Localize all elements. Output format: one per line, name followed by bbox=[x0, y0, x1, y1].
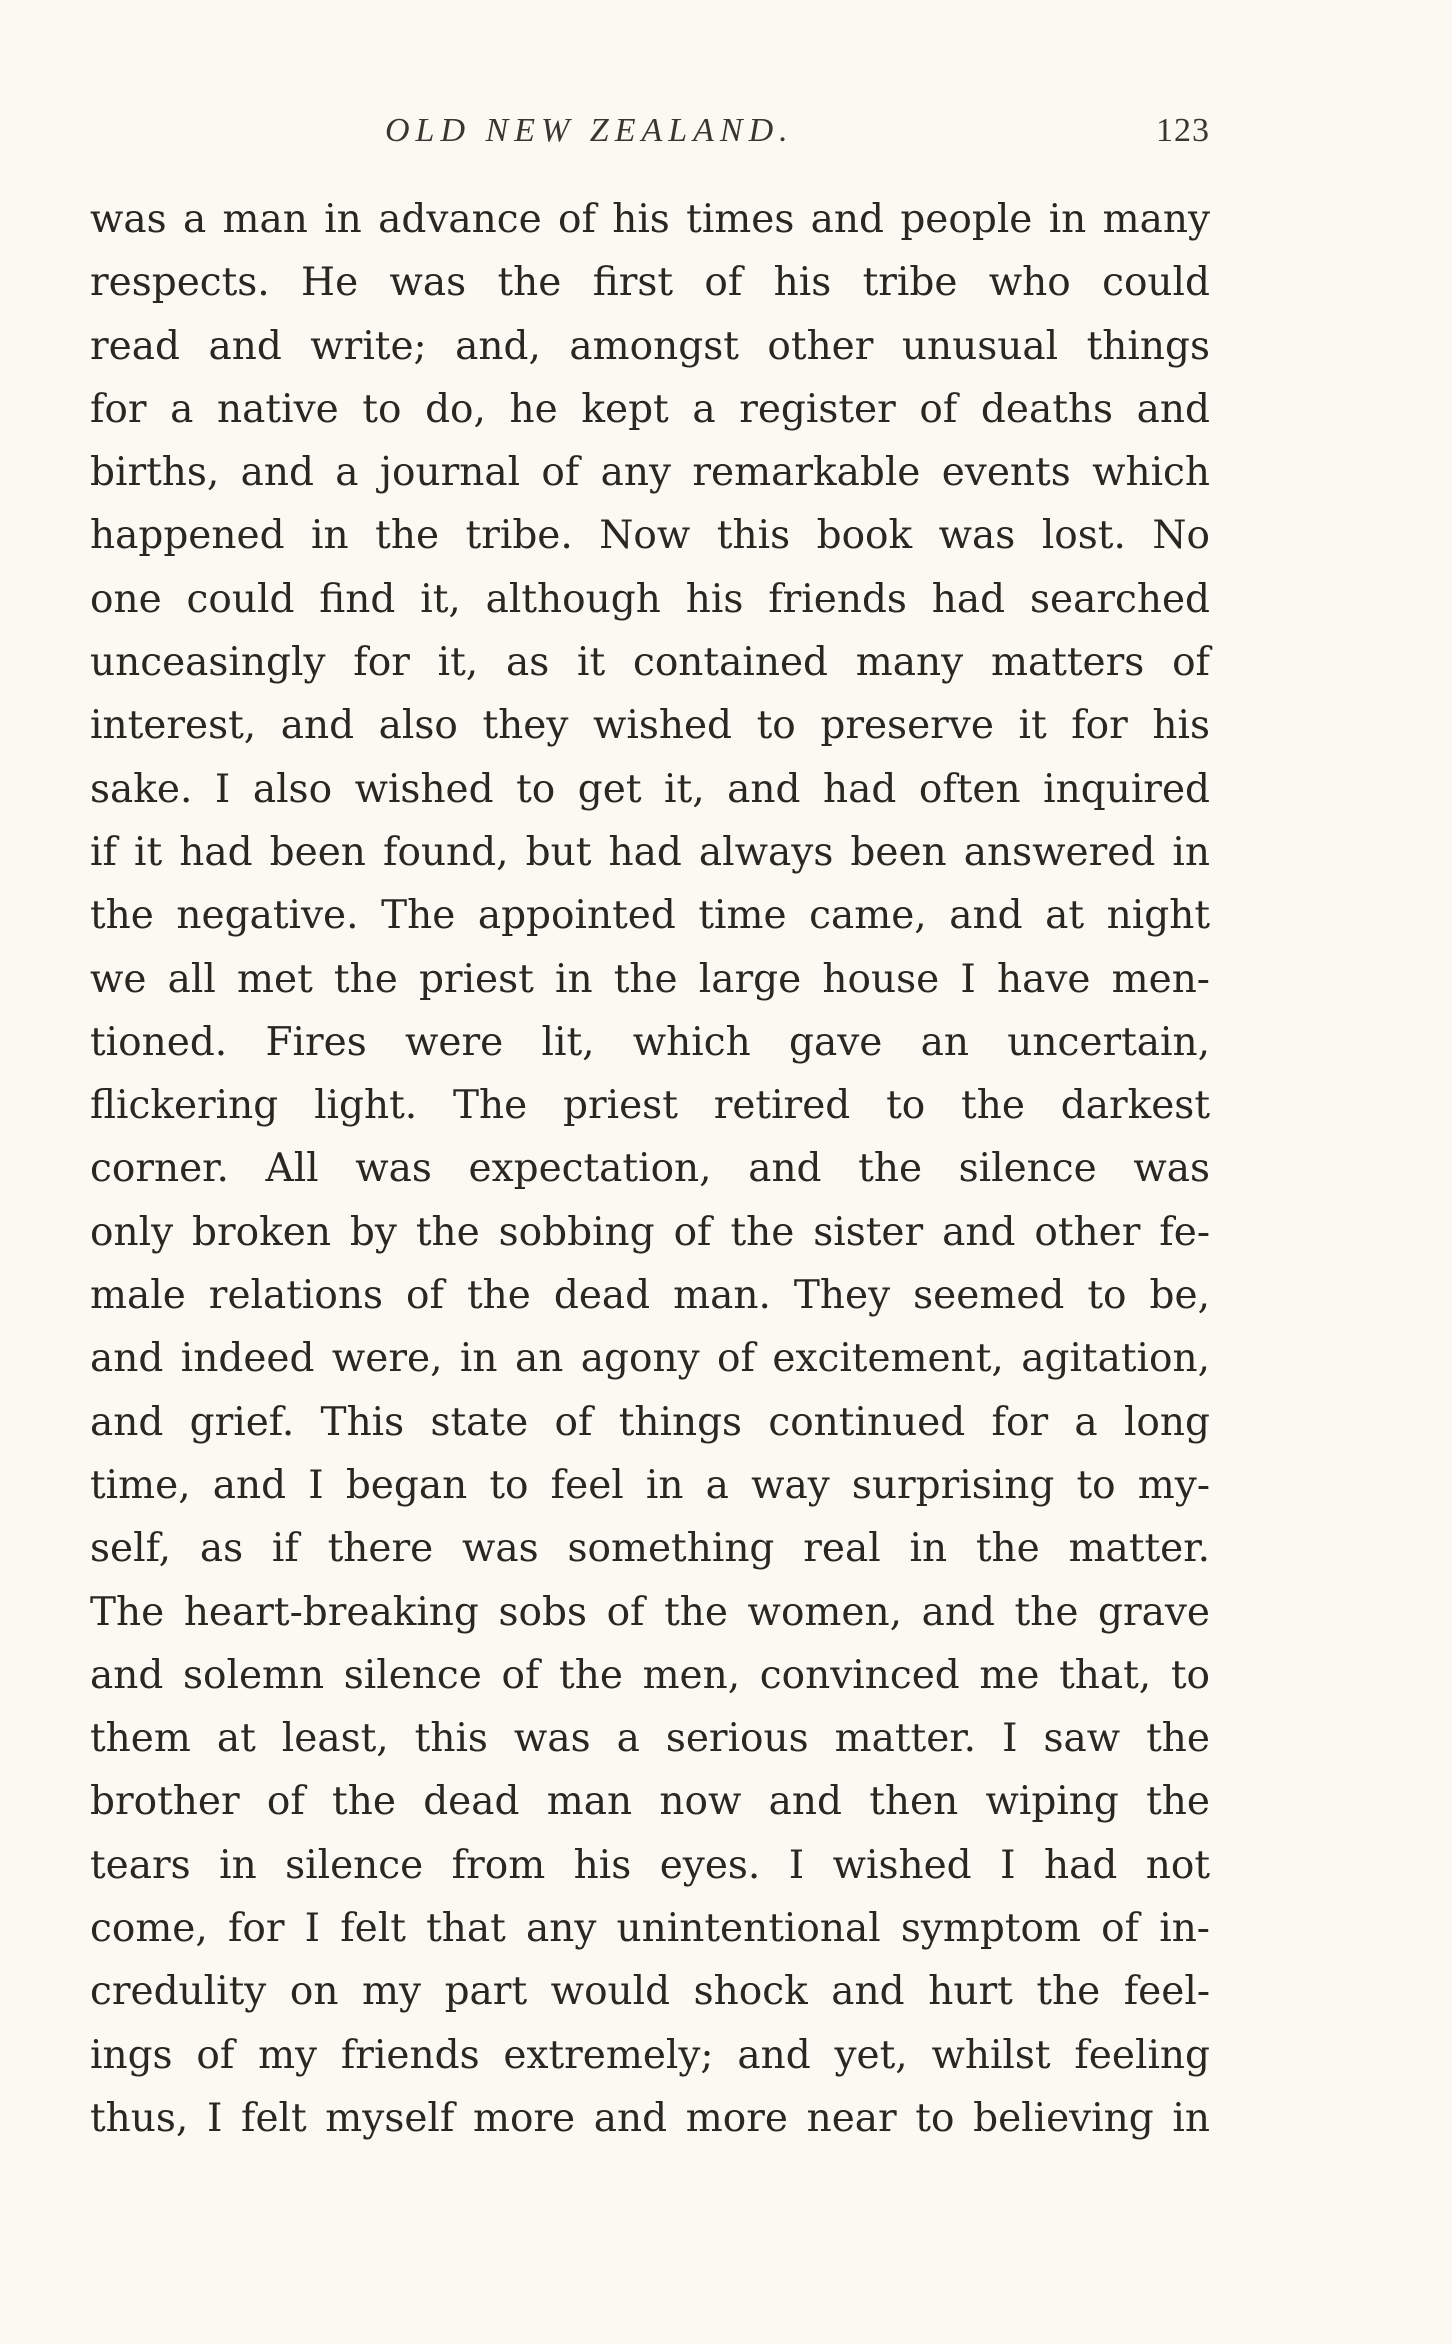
text-line-27: tears in silence from his eyes. I wished I had not bbox=[90, 1842, 1210, 1888]
text-line-7: one could find it, although his friends had searched bbox=[90, 576, 1210, 622]
text-line-13: we all met the priest in the large house I have men- bbox=[90, 956, 1210, 1002]
text-line-19: and indeed were, in an agony of excitement, agitation, bbox=[90, 1336, 1210, 1382]
text-line-30: ings of my friends extremely; and yet, whilst feeling bbox=[90, 2032, 1210, 2078]
text-line-29: credulity on my part would shock and hurt the feel- bbox=[90, 1969, 1210, 2015]
text-line-21: time, and I began to feel in a way surprising to my- bbox=[90, 1462, 1210, 1508]
text-line-1: was a man in advance of his times and people in many bbox=[90, 197, 1210, 242]
text-line-3: read and write; and, amongst other unusual things bbox=[90, 323, 1210, 369]
text-line-11: if it had been found, but had always been answered in bbox=[90, 829, 1210, 875]
page-number: 123 bbox=[1156, 112, 1210, 149]
text-line-12: the negative. The appointed time came, and at night bbox=[90, 893, 1210, 939]
text-line-25: them at least, this was a serious matter. I saw the bbox=[90, 1716, 1210, 1762]
text-line-10: sake. I also wished to get it, and had often inquired bbox=[90, 766, 1210, 812]
text-line-22: self, as if there was something real in the matter. bbox=[90, 1526, 1210, 1572]
body-text bbox=[90, 188, 1210, 2150]
text-line-18: male relations of the dead man. They seemed to be, bbox=[90, 1273, 1210, 1319]
text-line-16: corner. All was expectation, and the silence was bbox=[90, 1146, 1210, 1192]
text-line-26: brother of the dead man now and then wiping the bbox=[90, 1779, 1210, 1825]
text-line-6: happened in the tribe. Now this book was lost. No bbox=[90, 513, 1210, 559]
text-line-23: The heart-breaking sobs of the women, and the grave bbox=[90, 1589, 1210, 1635]
text-line-14: tioned. Fires were lit, which gave an uncertain, bbox=[90, 1019, 1210, 1065]
text-line-20: and grief. This state of things continued for a long bbox=[90, 1399, 1210, 1445]
running-head bbox=[90, 112, 1210, 162]
text-line-15: flickering light. The priest retired to the darkest bbox=[90, 1083, 1210, 1129]
text-line-2: respects. He was the first of his tribe who could bbox=[90, 260, 1210, 306]
running-head-title: OLD NEW ZEALAND. bbox=[385, 112, 794, 149]
text-line-28: come, for I felt that any unintentional symptom of in- bbox=[90, 1906, 1210, 1952]
text-line-31: thus, I felt myself more and more near to believing in bbox=[90, 2095, 1210, 2141]
text-line-4: for a native to do, he kept a register of deaths and bbox=[90, 386, 1210, 432]
text-line-17: only broken by the sobbing of the sister and other fe- bbox=[90, 1209, 1210, 1255]
text-line-5: births, and a journal of any remarkable events which bbox=[90, 450, 1210, 496]
text-line-8: unceasingly for it, as it contained many matters of bbox=[90, 640, 1210, 686]
text-line-24: and solemn silence of the men, convinced me that, to bbox=[90, 1652, 1210, 1698]
text-line-9: interest, and also they wished to preserve it for his bbox=[90, 703, 1210, 749]
